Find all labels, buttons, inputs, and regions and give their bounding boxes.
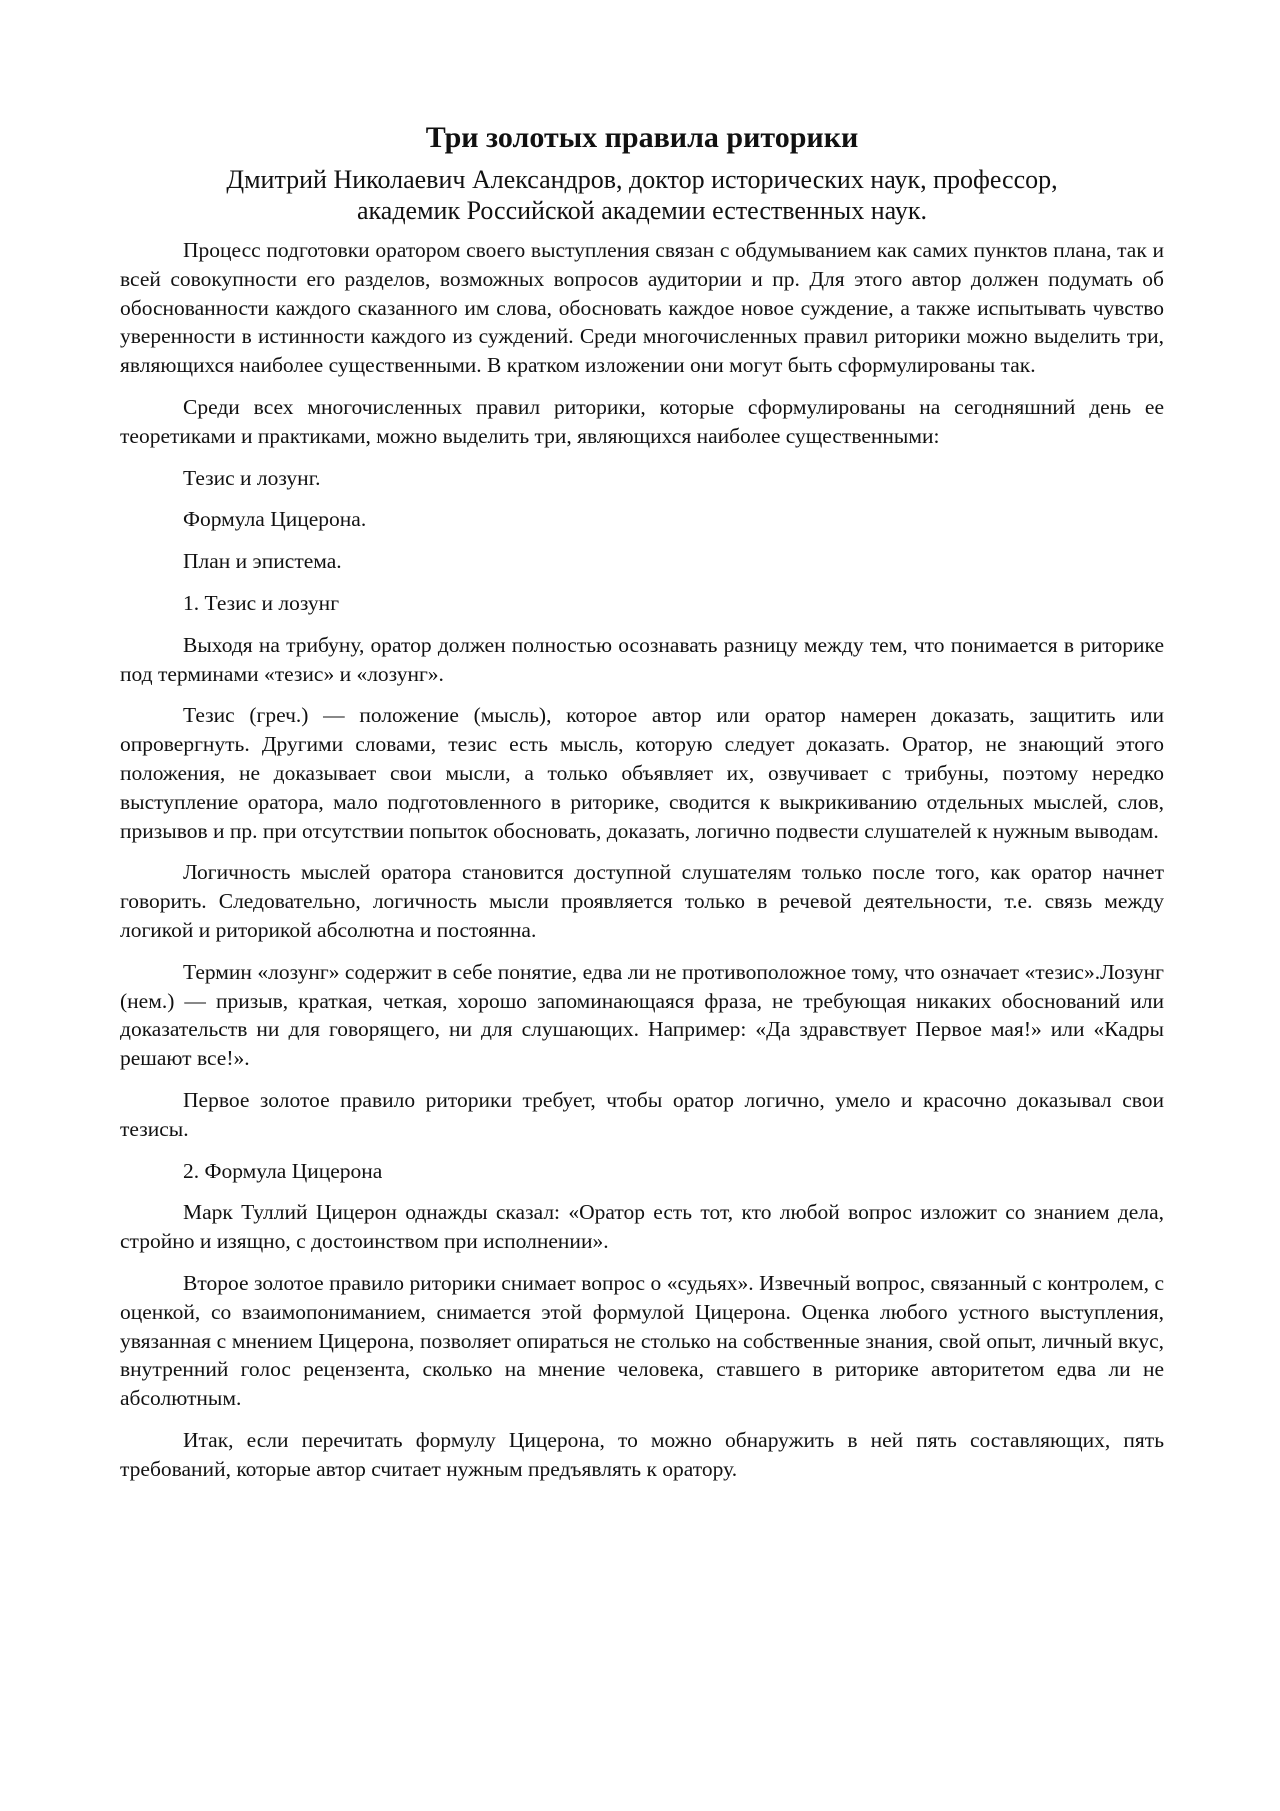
paragraph: 1. Тезис и лозунг — [183, 590, 340, 615]
author-line: академик Российской академии естественных наук. — [357, 196, 927, 225]
author-info — [120, 164, 1164, 226]
paragraph: Второе золотое правило риторики снимает вопрос о «судьях». Извечный вопрос, связанный с контролем, с оценкой, со взаимопониманием, снимается этой формулой Цицерона. Оценка любого устного выступления, увязанная с мнением Цицерона, позволяет опираться не столько на собственные знания, свой опыт, личный вкус, внутренний голос рецензента, сколько на мнение человека, ставшего в риторике авторитетом едва ли не абсолютным. — [120, 1270, 1164, 1411]
author-line: Дмитрий Николаевич Александров, доктор исторических наук, профессор, — [226, 165, 1058, 194]
paragraph: Среди всех многочисленных правил риторики, которые сформулированы на сегодняшний день ее теоретиками и практиками, можно выделить три, являющихся наиболее существенными: — [120, 394, 1164, 448]
paragraph: Марк Туллий Цицерон однажды сказал: «Оратор есть тот, кто любой вопрос изложит со знанием дела, стройно и изящно, с достоинством при исполнении». — [120, 1200, 1164, 1254]
paragraph: Тезис (греч.) — положение (мысль), которое автор или оратор намерен доказать, защитить или опровергнуть. Другими словами, тезис есть мысль, которую следует доказать. Оратор, не знающий этого положения, не доказывает свои мысли, а только объявляет их, озвучивает с трибуны, поэтому нередко выступление оратора, мало подготовленного в риторике, сводится к выкрикиванию отдельных мыслей, слов, призывов и пр. при отсутствии попыток обосновать, доказать, логично подвести слушателей к нужным выводам. — [120, 703, 1164, 843]
paragraph: Первое золотое правило риторики требует, чтобы оратор логично, умело и красочно доказывал свои тезисы. — [120, 1087, 1164, 1141]
document-title: Три золотых правила риторики — [425, 121, 859, 154]
paragraph: Логичность мыслей оратора становится доступной слушателям только после того, как оратор начнет говорить. Следовательно, логичность мысли проявляется только в речевой деятельности, т.е. связь между логикой и риторикой абсолютна и постоянна. — [120, 860, 1164, 942]
paragraph: 2. Формула Цицерона — [183, 1158, 383, 1183]
document-page — [120, 118, 1164, 1496]
paragraph: Термин «лозунг» содержит в себе понятие, едва ли не противоположное тому, что означает «тезис».Лозунг (нем.) — призыв, краткая, четкая, хорошо запоминающаяся фраза, не требующая никаких обоснований или доказательств ни для говорящего, ни для слушающих. Например: «Да здравствует Первое мая!» или «Кадры решают все!». — [120, 959, 1164, 1071]
paragraph: План и эпистема. — [183, 549, 342, 574]
paragraph: Итак, если перечитать формулу Цицерона, то можно обнаружить в ней пять составляющих, пять требований, которые автор считает нужным предъявлять к оратору. — [120, 1427, 1164, 1481]
paragraph: Формула Цицерона. — [183, 507, 367, 532]
document-body — [120, 236, 1164, 1483]
paragraph: Тезис и лозунг. — [183, 465, 321, 490]
paragraph: Процесс подготовки оратором своего выступления связан с обдумыванием как самих пунктов плана, так и всей совокупности его разделов, возможных вопросов аудитории и пр. Для этого автор должен подумать об обоснованности каждого сказанного им слова, обосновать каждое новое суждение, а также испытывать чувство уверенности в истинности каждого из суждений. Среди многочисленных правил риторики можно выделить три, являющихся наиболее существенными. В кратком изложении они могут быть сформулированы так. — [120, 238, 1164, 378]
paragraph: Выходя на трибуну, оратор должен полностью осознавать разницу между тем, что понимается в риторике под терминами «тезис» и «лозунг». — [120, 632, 1164, 686]
